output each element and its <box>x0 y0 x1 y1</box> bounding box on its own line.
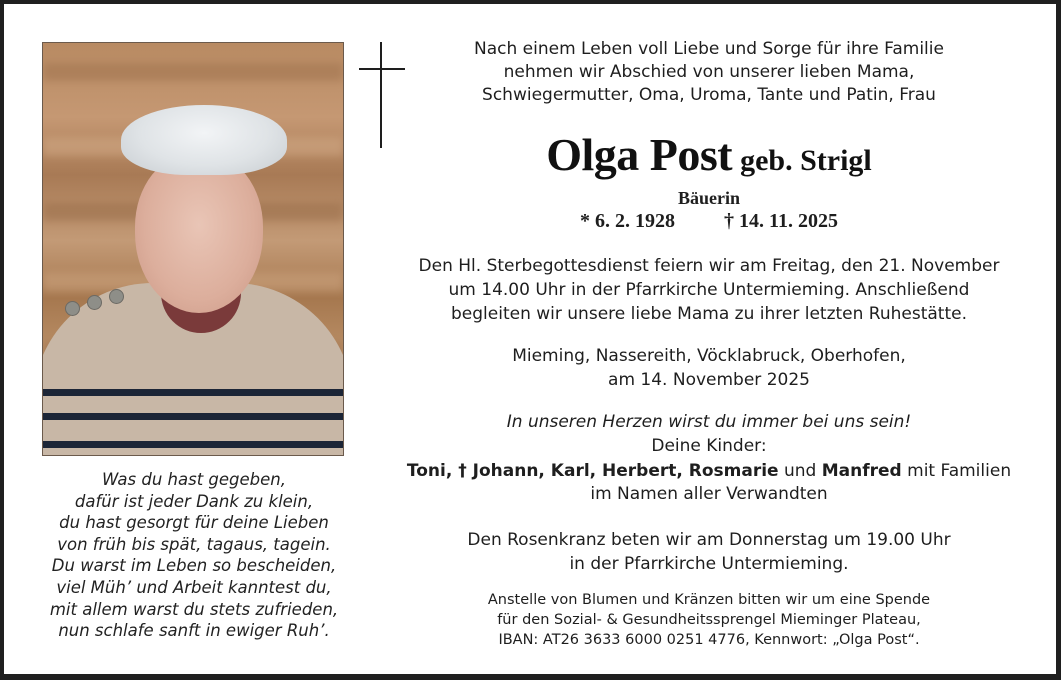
deceased-name: Olga Post <box>546 129 733 180</box>
rosary-text <box>384 528 1034 576</box>
relatives-line: im Namen aller Verwandten <box>590 484 828 504</box>
sweater-stripe <box>42 441 344 448</box>
wood-grain <box>43 63 343 81</box>
sweater-button <box>87 295 102 310</box>
sweater-stripe <box>42 389 344 396</box>
families-suffix: mit Familien <box>901 461 1012 481</box>
poem-line: dafür ist jeder Dank zu klein, <box>74 491 314 511</box>
connector: und <box>778 461 822 481</box>
deceased-name-row <box>384 128 1034 181</box>
rosary-line: in der Pfarrkirche Untermieming. <box>569 554 849 574</box>
funeral-service-text <box>384 254 1034 326</box>
mourners-names <box>384 460 1034 483</box>
portrait-photo <box>42 42 344 456</box>
rosary-line: Den Rosenkranz beten wir am Donnerstag um 19.00 Uhr <box>467 530 951 550</box>
intro-line: Nach einem Leben voll Liebe und Sorge für ihre Familie <box>474 39 944 59</box>
sweater-button <box>109 289 124 304</box>
poem-line: von früh bis spät, tagaus, tagein. <box>57 534 331 554</box>
sweater-stripe <box>42 413 344 420</box>
poem-line: Du warst im Leben so bescheiden, <box>51 556 337 576</box>
poem-line: Was du hast gegeben, <box>102 470 286 489</box>
hair <box>121 105 287 175</box>
intro-line: nehmen wir Abschied von unserer lieben Mama, <box>503 62 915 82</box>
donation-line: Anstelle von Blumen und Kränzen bitten wir um eine Spende <box>487 592 931 608</box>
place-line: Mieming, Nassereith, Vöcklabruck, Oberhofen, <box>512 346 906 366</box>
birth-date: * 6. 2. 1928 <box>580 210 676 232</box>
poem-line: nun schlafe sanft in ewiger Ruh’. <box>58 621 330 641</box>
service-line: um 14.00 Uhr in der Pfarrkirche Untermieming. Anschließend <box>448 280 970 300</box>
place-and-date <box>384 344 1034 392</box>
sweater-button <box>65 301 80 316</box>
intro-text <box>384 38 1034 107</box>
mourners-list <box>384 460 1034 506</box>
intro-line: Schwiegermutter, Oma, Uroma, Tante und Patin, Frau <box>482 85 936 105</box>
mourners-label: Deine Kinder: <box>651 436 767 456</box>
death-date: † 14. 11. 2025 <box>724 210 838 232</box>
face <box>135 153 263 313</box>
life-dates <box>384 210 1034 233</box>
service-line: Den Hl. Sterbegottesdienst feiern wir am Freitag, den 21. November <box>418 256 1000 276</box>
children-names: Toni, † Johann, Karl, Herbert, Rosmarie <box>406 461 779 481</box>
occupation: Bäuerin <box>677 188 740 208</box>
donation-line: für den Sozial- & Gesundheitssprengel Mieminger Plateau, <box>497 612 921 628</box>
date-line: am 14. November 2025 <box>608 370 810 390</box>
poem-line: viel Müh’ und Arbeit kanntest du, <box>56 577 332 597</box>
birth-name: geb. Strigl <box>740 144 872 177</box>
poem-line: mit allem warst du stets zufrieden, <box>49 599 339 619</box>
donation-text <box>384 590 1034 650</box>
poem <box>34 469 354 642</box>
motto: In unseren Herzen wirst du immer bei uns sein! <box>506 412 912 432</box>
poem-line: du hast gesorgt für deine Lieben <box>59 513 329 533</box>
service-line: begleiten wir unsere liebe Mama zu ihrer letzten Ruhestätte. <box>451 304 967 324</box>
donation-iban-line: IBAN: AT26 3633 6000 0251 4776, Kennwort: „Olga Post“. <box>498 632 920 648</box>
child-name-last: Manfred <box>821 461 902 481</box>
